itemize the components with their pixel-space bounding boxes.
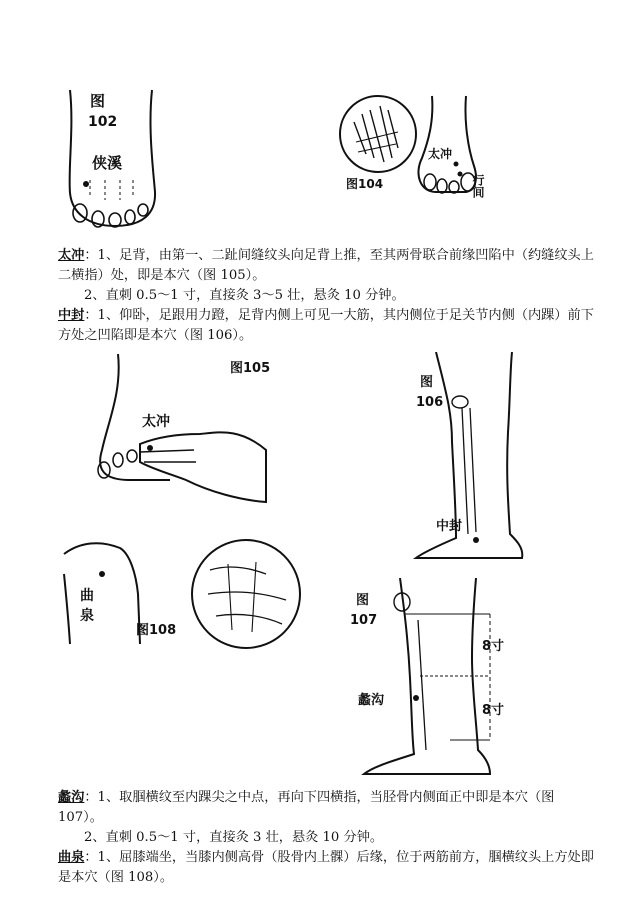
acupoint-name: 太冲 (142, 414, 170, 430)
measure-upper: 8寸 (482, 639, 505, 654)
paragraph-zhongfeng: 中封：1、仰卧，足跟用力蹬，足背内侧上可见一大筋，其内侧位于足关节内侧（内踝）前下方处之凹陷即是本穴（图 106）。 (58, 308, 594, 343)
figure-number: 106 (416, 395, 444, 410)
acupoint-name: 行间 (471, 174, 485, 198)
paragraph-ququan: 曲泉：1、屈膝端坐，当膝内侧高骨（股骨内上髁）后缘，位于两筋前方，腘横纹头上方处即是本穴（图 108）。 (58, 850, 594, 885)
acupoint-name: 中封 (436, 519, 463, 534)
point-marker (147, 445, 153, 451)
point-marker (99, 571, 105, 577)
paragraph-taichong: 太冲：1、足背，由第一、二趾间缝纹头向足背上推，至其两骨联合前缘凹陷中（约缝纹头上二横指）处，即是本穴（图 105）。 (58, 248, 594, 283)
acupoint-name: 侠溪 (92, 154, 123, 172)
paragraph-ligou: 蠡沟：1、取腘横纹至内踝尖之中点，再向下四横指，当胫骨内侧面正中即是本穴（图 107）。 (58, 790, 555, 825)
point-marker (413, 695, 419, 701)
figure-105 (90, 352, 280, 512)
figure-label: 图 (420, 375, 434, 390)
acupoint-name: 蠡沟 (358, 693, 385, 708)
point-marker (454, 162, 459, 167)
term-ququan: 曲泉 (58, 850, 85, 865)
figure-label: 图 (90, 92, 106, 110)
measure-lower: 8寸 (482, 703, 505, 718)
text-taichong-zhongfeng (58, 246, 598, 346)
figure-107 (340, 578, 520, 778)
acupoint-name: 曲 (80, 588, 94, 604)
acupoint-name: 泉 (80, 608, 94, 624)
figure-102 (60, 88, 170, 238)
figure-number: 107 (350, 613, 378, 628)
figure-label: 图105 (230, 361, 271, 376)
term-ligou: 蠡沟 (58, 790, 85, 805)
figure-label: 图108 (136, 623, 177, 638)
point-marker (458, 172, 463, 177)
term-taichong: 太冲 (58, 248, 85, 263)
acupoint-name: 太冲 (428, 147, 453, 161)
figure-number: 102 (88, 114, 118, 130)
figure-106 (412, 352, 542, 562)
term-zhongfeng: 中封 (58, 308, 85, 323)
figure-label: 图 (356, 593, 370, 608)
paragraph-ligou-2: 2、直刺 0.5～1 寸，直接灸 3 壮，悬灸 10 分钟。 (84, 830, 384, 845)
text-ligou-ququan (58, 788, 598, 888)
point-marker (83, 181, 89, 187)
figure-label: 图104 (346, 177, 384, 191)
figure-108 (60, 534, 310, 654)
point-marker (473, 537, 479, 543)
paragraph-taichong-2: 2、直刺 0.5～1 寸，直接灸 3～5 壮，悬灸 10 分钟。 (84, 288, 405, 303)
figure-104 (336, 92, 506, 202)
